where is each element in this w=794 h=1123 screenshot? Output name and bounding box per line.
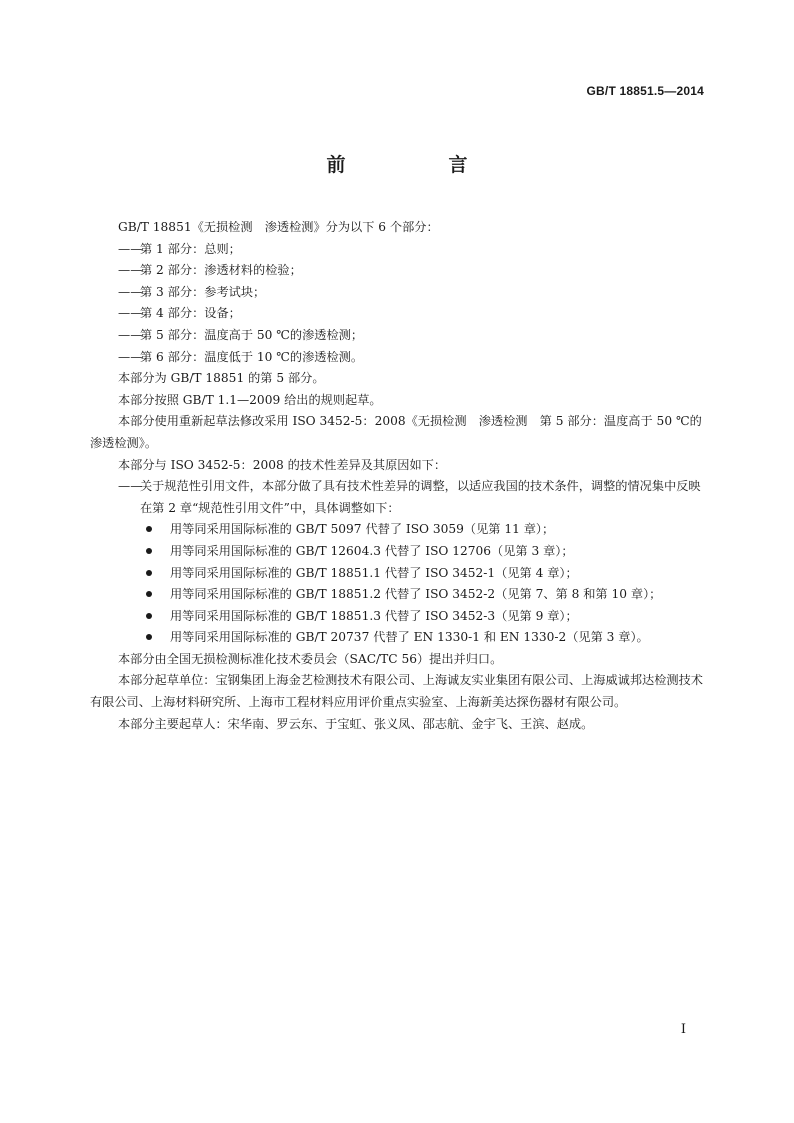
bullet-icon bbox=[146, 613, 152, 619]
part-text: 第 3 部分：参考试块； bbox=[140, 284, 266, 299]
page-number: I bbox=[680, 1022, 686, 1037]
dash-mark: —— bbox=[118, 241, 143, 256]
this-part-paragraph: 本部分为 GB/T 18851 的第 5 部分。 bbox=[118, 371, 325, 386]
intro-paragraph: GB/T 18851《无损检测 渗透检测》分为以下 6 个部分： bbox=[118, 220, 439, 234]
adjustment-text: 用等同采用国际标准的 GB/T 5097 代替了 ISO 3059（见第 11 章）； bbox=[170, 522, 555, 537]
part-text: 第 4 部分：设备； bbox=[140, 306, 241, 321]
dash-mark: —— bbox=[118, 284, 143, 299]
dash-mark: —— bbox=[118, 263, 143, 278]
differences-text: 关于规范性引用文件，本部分做了具有技术性差异的调整，以适应我国的技术条件，调整的情况集中反映在第 2 章“规范性引用文件”中，具体调整如下： bbox=[140, 479, 701, 515]
adjustment-item bbox=[90, 563, 704, 585]
dash-mark: —— bbox=[118, 327, 143, 342]
dash-mark: —— bbox=[118, 349, 143, 364]
adjustment-item bbox=[90, 519, 704, 541]
adjustment-item bbox=[90, 541, 704, 563]
adjustment-item bbox=[90, 627, 704, 649]
standard-number: GB/T 18851.5—2014 bbox=[586, 84, 704, 98]
adjustment-text: 用等同采用国际标准的 GB/T 18851.3 代替了 ISO 3452-3（见第 9 章）； bbox=[170, 608, 578, 623]
adjustment-item bbox=[90, 606, 704, 628]
adjustment-text: 用等同采用国际标准的 GB/T 12604.3 代替了 ISO 12706（见第 3 章）； bbox=[170, 543, 574, 558]
page-title: 前 言 bbox=[326, 154, 510, 176]
proposed-by-paragraph: 本部分由全国无损检测标准化技术委员会（SAC/TC 56）提出并归口。 bbox=[118, 651, 503, 666]
bullet-icon bbox=[146, 634, 152, 640]
drafting-rules-paragraph: 本部分按照 GB/T 1.1—2009 给出的规则起草。 bbox=[118, 392, 382, 407]
adjustment-text: 用等同采用国际标准的 GB/T 18851.1 代替了 ISO 3452-1（见第 4 章）； bbox=[170, 565, 578, 580]
part-list-item bbox=[90, 260, 704, 282]
part-text: 第 2 部分：渗透材料的检验； bbox=[140, 263, 302, 278]
bullet-icon bbox=[146, 548, 152, 554]
document-body bbox=[90, 217, 704, 735]
bullet-icon bbox=[146, 570, 152, 576]
dash-mark: —— bbox=[118, 479, 143, 494]
part-text: 第 1 部分：总则； bbox=[140, 241, 241, 256]
adoption-paragraph: 本部分使用重新起草法修改采用 ISO 3452-5：2008《无损检测 渗透检测 第 5 部分：温度高于 50 ℃的渗透检测》。 bbox=[90, 414, 702, 450]
part-list-item bbox=[90, 325, 704, 347]
drafting-units-paragraph: 本部分起草单位：宝钢集团上海金艺检测技术有限公司、上海诚友实业集团有限公司、上海威诚邦达检测技术有限公司、上海材料研究所、上海市工程材料应用评价重点实验室、上海新美达探伤器材有限公司。 bbox=[90, 673, 703, 710]
drafters-paragraph: 本部分主要起草人：宋华南、罗云东、于宝虹、张义凤、邵志航、金宇飞、王滨、赵成。 bbox=[118, 716, 594, 731]
differences-intro-paragraph: 本部分与 ISO 3452-5：2008 的技术性差异及其原因如下： bbox=[118, 457, 447, 472]
part-text: 第 6 部分：温度低于 10 ℃的渗透检测。 bbox=[140, 349, 364, 364]
part-text: 第 5 部分：温度高于 50 ℃的渗透检测； bbox=[140, 327, 364, 342]
differences-list-item bbox=[90, 476, 704, 519]
part-list-item bbox=[90, 303, 704, 325]
dash-mark: —— bbox=[118, 306, 143, 321]
part-list-item bbox=[90, 347, 704, 369]
adjustment-text: 用等同采用国际标准的 GB/T 20737 代替了 EN 1330-1 和 EN 1330-2（见第 3 章）。 bbox=[170, 630, 649, 645]
bullet-icon bbox=[146, 526, 152, 532]
adjustment-text: 用等同采用国际标准的 GB/T 18851.2 代替了 ISO 3452-2（见第 7、第 8 和第 10 章）； bbox=[170, 587, 662, 602]
bullet-icon bbox=[146, 591, 152, 597]
part-list-item bbox=[90, 239, 704, 261]
part-list-item bbox=[90, 282, 704, 304]
adjustment-item bbox=[90, 584, 704, 606]
